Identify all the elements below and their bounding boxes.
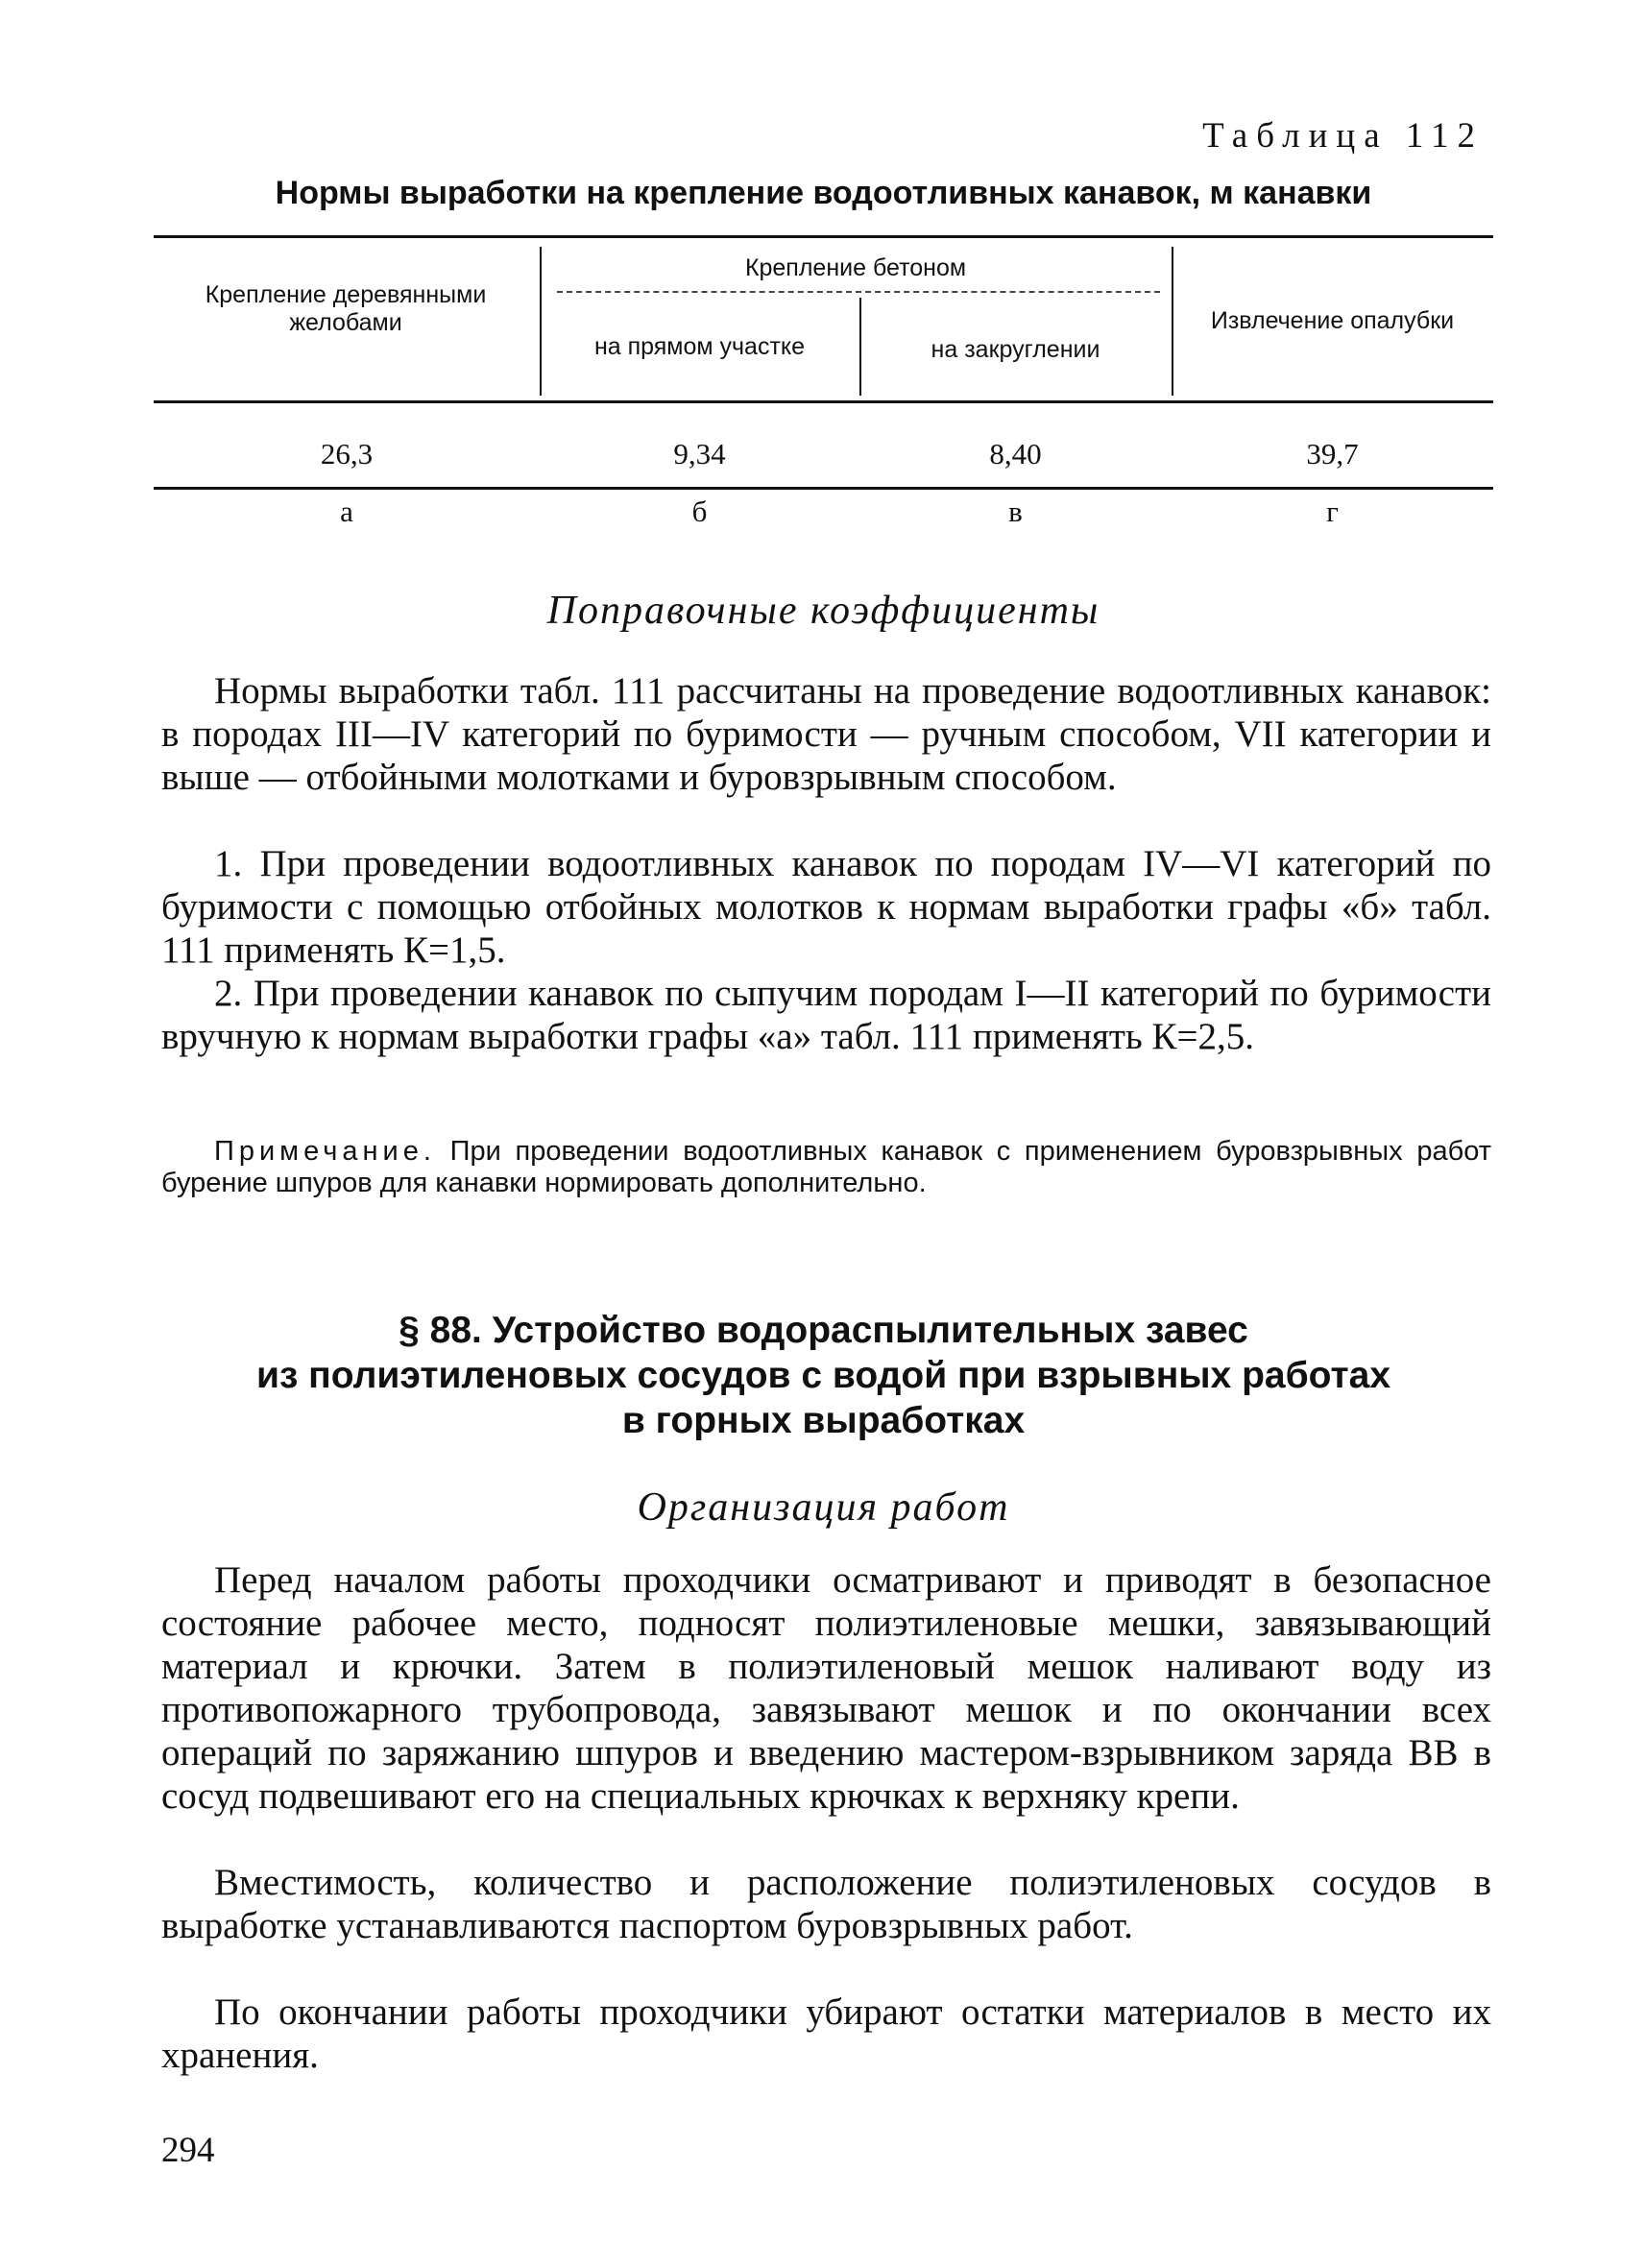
table-value: 9,34 [673,437,726,470]
column-letter: г [1326,495,1339,528]
table-value: 39,7 [1306,437,1359,470]
page-number: 294 [161,2131,215,2170]
section-paragraph: Перед началом работы проходчики осматривают и приводят в безопасное состояние рабочее место, подносят полиэтиленовые мешки, завязывающий материал и крючки. Затем в полиэтиленовый мешок наливают воду из противопожарного трубопровода, завязывают мешок и по окончании всех операций по заряжанию шпуров и введению мастером-взрывником заряда ВВ в сосуд подвешивают его на специальных крючках к верхняку крепи. [161,1559,1491,1817]
column-letter: в [1008,495,1023,528]
table-top-rule [154,235,1493,238]
note-text: При проведении водоотливных канавок с применением буровзрывных работ бурение шпуров для канавки нормировать дополнительно. [161,1136,1491,1198]
section-title-line: § 88. Устройство водораспылительных завес [399,1310,1248,1351]
header-wooden-gutters: Крепление деревянными желобами [205,281,487,336]
correction-item-1: 1. При проведении водоотливных канавок по породам IV—VI категорий по буримости с помощью отбойных молотков к нормам выработки графы «б» табл. 111 применять К=1,5. [161,843,1491,971]
section-paragraph: По окончании работы проходчики убирают остатки материалов в место их хранения. [161,1991,1491,2076]
header-concrete-group: Крепление бетоном [744,254,967,281]
table-header-rule [154,400,1493,403]
section-subheading: Организация работ [637,1485,1010,1530]
header-straight-section: на прямом участке [593,333,806,360]
correction-item-2: 2. При проведении канавок по сыпучим породам I—II категорий по буримости вручную к нормам выработки графы «а» табл. 111 применять К=2,5. [161,973,1491,1057]
norms-table [154,235,1493,543]
column-letter: б [691,495,708,528]
correction-intro: Нормы выработки табл. 111 рассчитаны на проведение водоотливных канавок: в породах III—IV категорий по буримости — ручным способом, VII категории и выше — отбойными молотками и буровзрывным способом. [161,670,1491,798]
section-title-line: в горных выработках [621,1400,1026,1441]
table-label: Таблица 112 [1202,116,1484,156]
section-paragraph: Вместимость, количество и расположение полиэтиленовых сосудов в выработке устанавливаются паспортом буровзрывных работ. [161,1862,1491,1946]
correction-heading: Поправочные коэффициенты [546,589,1100,633]
column-letter: а [340,495,353,528]
note [161,1136,1491,1199]
table-values-rule [154,487,1493,490]
table-value: 8,40 [989,437,1042,470]
note-label: Примечание. [214,1136,436,1167]
header-formwork-removal: Извлечение опалубки [1210,307,1455,334]
table-group-underline [557,291,1160,293]
table-value: 26,3 [320,437,374,470]
header-curve: на закруглении [931,336,1100,363]
table-title: Нормы выработки на крепление водоотливных канавок, м канавки [275,175,1372,211]
section-title-line: из полиэтиленовых сосудов с водой при взрывных работах [255,1355,1391,1396]
section-title [154,1308,1493,1443]
